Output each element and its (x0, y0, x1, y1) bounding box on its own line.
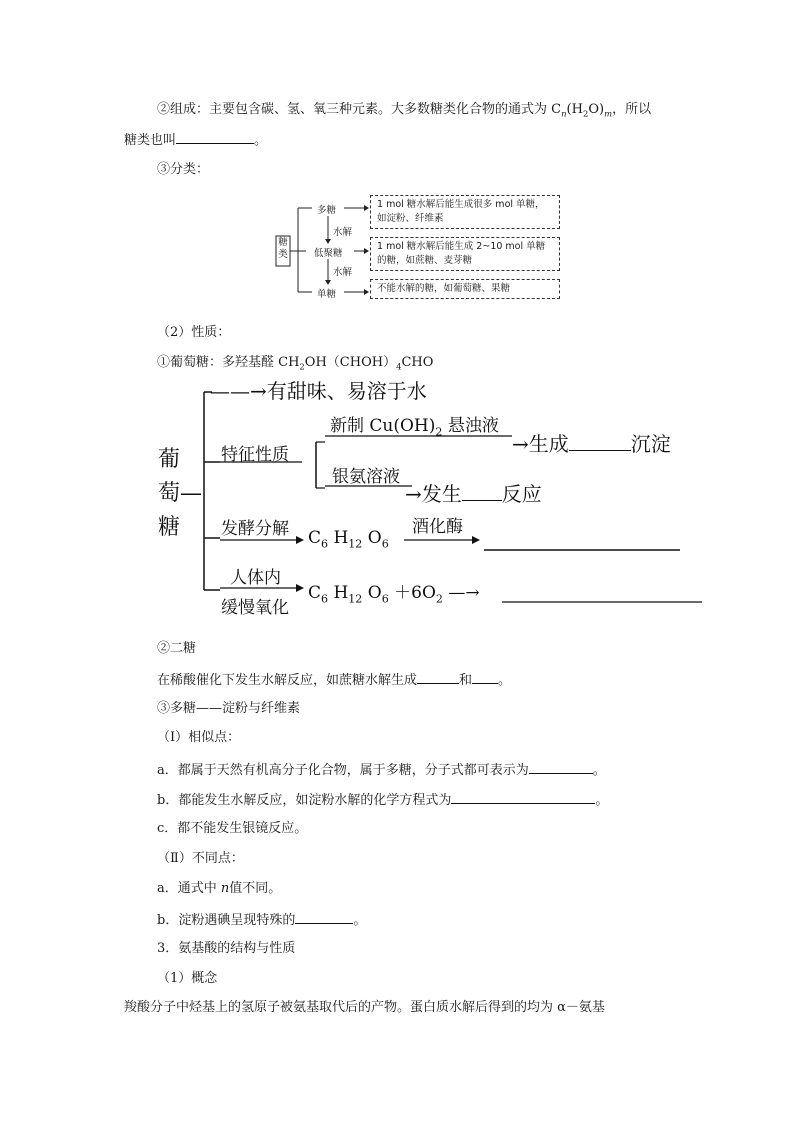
silver-reagent: 银氨溶液 (332, 467, 400, 487)
glucose-heading: ①葡萄糖：多羟基醛 $CH_2OH(CHOH)_4CHO$ (157, 355, 434, 372)
blank-glucose[interactable] (417, 670, 459, 684)
oligosaccharide-label: 低聚糖 (314, 248, 343, 259)
disaccharide-line: 在稀酸催化下发生水解反应，如蔗糖水解生成 和 。 (157, 670, 511, 690)
properties-heading: （2）性质： (157, 325, 231, 340)
characteristic-label: 特征性质 (221, 445, 289, 465)
zymase-label: 酒化酶 (412, 517, 463, 537)
difference-b: b．淀粉遇碘呈现特殊的 。 (157, 910, 366, 930)
polysaccharide-box: 1 mol 糖水解后能生成很多 mol 单糖，如淀粉、纤维素 (370, 195, 560, 229)
copper-result: →生成 沉淀 (512, 432, 671, 456)
amino-acid-heading: 3．氨基酸的结构与性质 (157, 941, 296, 956)
answer-blank[interactable] (176, 130, 254, 144)
concept-heading: （1）概念 (157, 971, 218, 986)
similarity-b: b．都能发生水解反应，如淀粉水解的化学方程式为 。 (157, 790, 608, 810)
glucose-char-3: 糖 (158, 515, 181, 540)
hydrolysis-label-2: 水解 (333, 267, 353, 278)
precipitate-blank[interactable] (569, 432, 631, 451)
blank-formula[interactable] (529, 760, 593, 774)
differences-heading: （Ⅱ）不同点： (157, 851, 244, 866)
concept-text: 羧酸分子中烃基上的氢原子被氨基取代后的产物。蛋白质水解后得到的均为 α－氨基 (124, 1000, 605, 1015)
oligosaccharide-box: 1 mol 糖水解后能生成 2~10 mol 单糖的糖，如蔗糖、麦芽糖 (370, 237, 560, 271)
glucose-formula-1: $C_6$ $H_{12}$ $O_6$ (308, 528, 389, 551)
monosaccharide-label: 单糖 (317, 289, 337, 300)
taste-solubility: ——→有甜味、易溶于水 (210, 379, 427, 403)
copper-reagent: 新制 $Cu(OH)_2$ 悬浊液 (330, 416, 499, 439)
difference-a: a．通式中 n值不同。 (157, 881, 282, 896)
polysaccharide-label: 多糖 (317, 205, 337, 216)
silver-result: →发生 反应 (405, 482, 542, 506)
hydrolysis-label-1: 水解 (333, 227, 353, 238)
classification-heading: ③分类： (157, 162, 210, 177)
blank-equation[interactable] (451, 790, 595, 804)
in-body-label: 人体内 (230, 568, 281, 588)
similarity-a: a．都属于天然有机高分子化合物，属于多糖，分子式都可表示为 。 (157, 760, 606, 780)
root-label: 糖类 (278, 237, 288, 260)
glucose-char-2: 萄— (158, 481, 203, 506)
similarities-heading: （Ⅰ）相似点： (157, 730, 241, 745)
glucose-char-1: 葡 (158, 447, 181, 472)
disaccharide-heading: ②二糖 (157, 641, 197, 656)
polysaccharide-heading: ③多糖——淀粉与纤维素 (157, 701, 301, 716)
slow-oxidation-label: 缓慢氧化 (221, 598, 289, 618)
glucose-formula-2: $C_6$ $H_{12}$ $O_6 +6O_2$ —→ (308, 583, 480, 606)
blank-color[interactable] (295, 910, 353, 924)
composition-line: ②组成：主要包含碳、氢、氧三种元素。大多数糖类化合物的通式为 $C_n(H_2O)_m$，所以 (157, 102, 652, 119)
sugar-alias-line: 糖类也叫 。 (124, 130, 267, 150)
blank-fructose[interactable] (472, 670, 498, 684)
similarity-c: c．都不能发生银镜反应。 (157, 821, 308, 836)
reaction-blank[interactable] (462, 482, 502, 501)
monosaccharide-box: 不能水解的糖，如葡萄糖、果糖 (370, 279, 560, 299)
fermentation-label: 发酵分解 (221, 519, 289, 539)
